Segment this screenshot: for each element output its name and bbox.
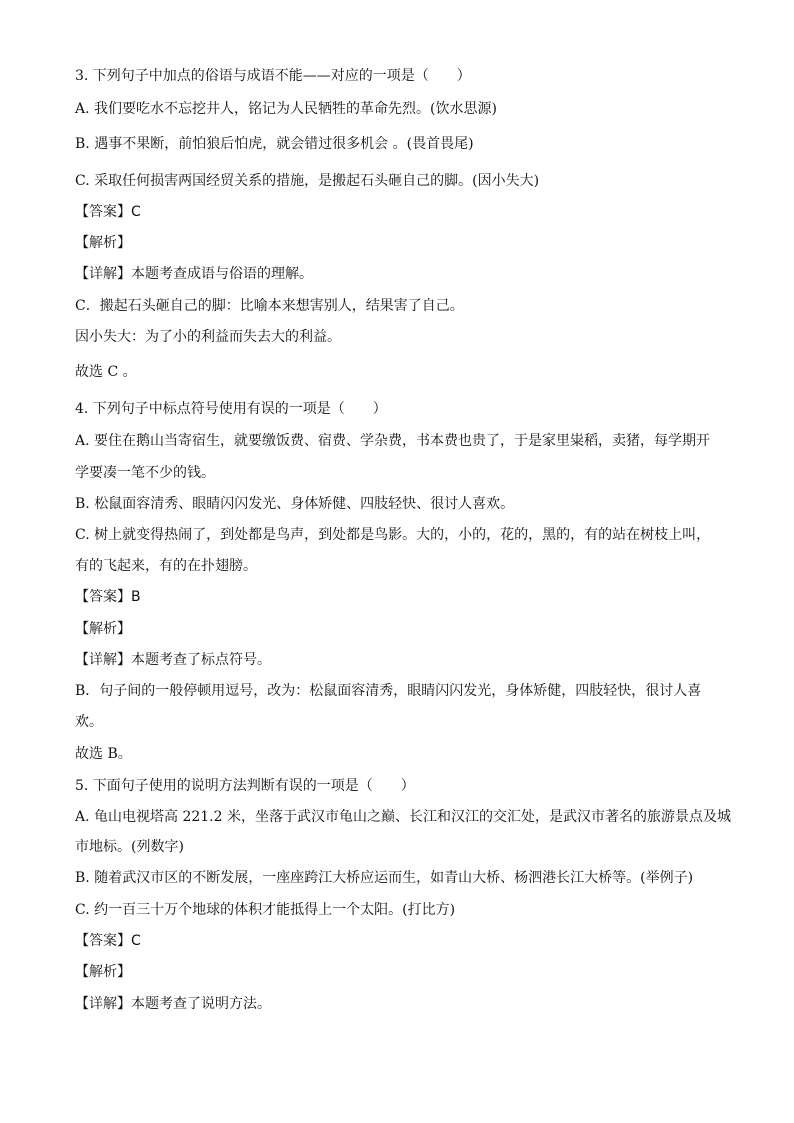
q5-option-a-line2: 市地标。(列数字): [75, 839, 184, 855]
q3-explanation-2: 因小失大：为了小的利益而失去大的利益。: [75, 329, 341, 345]
q4-explanation-1: B．句子间的一般停顿用逗号，改为：松鼠面容清秀，眼睛闪闪发光，身体矫健，四肢轻快，很讨人喜: [75, 683, 702, 699]
q5-option-a-line1: A. 龟山电视塔高 221.2 米，坐落于武汉市龟山之巅、长江和汉江的交汇处，是武汉市著名的旅游景点及城: [75, 809, 731, 825]
q4-stem: 4. 下列句子中标点符号使用有误的一项是（ ）: [75, 401, 387, 417]
q3-analysis-label: 【解析】: [75, 235, 131, 251]
q4-choice: 故选 B。: [75, 746, 132, 762]
q5-analysis-label: 【解析】: [75, 964, 131, 980]
q3-detail: 【详解】本题考查成语与俗语的理解。: [75, 266, 313, 282]
q4-option-b: B. 松鼠面容清秀、眼睛闪闪发光、身体矫健、四肢轻快、很讨人喜欢。: [75, 496, 515, 512]
q3-option-c: C. 采取任何损害两国经贸关系的措施，是搬起石头砸自己的脚。(因小失大): [75, 173, 540, 189]
q5-answer: 【答案】C: [75, 933, 141, 949]
q3-choice: 故选 C 。: [75, 364, 137, 380]
q4-option-a-line1: A. 要住在鹅山当寄宿生，就要缴饭费、宿费、学杂费，书本费也贵了，于是家里粜稻，卖猪，每学期开: [75, 433, 711, 449]
q5-detail: 【详解】本题考查了说明方法。: [75, 996, 271, 1012]
q5-option-b: B. 随着武汉市区的不断发展，一座座跨江大桥应运而生，如青山大桥、杨泗港长江大桥等。(举例子): [75, 870, 694, 886]
q4-option-a-line2: 学要凑一笔不少的钱。: [75, 465, 215, 481]
q4-explanation-2: 欢。: [75, 714, 103, 730]
q3-answer: 【答案】C: [75, 204, 141, 220]
q3-explanation-1: C．搬起石头砸自己的脚：比喻本来想害别人，结果害了自己。: [75, 298, 464, 314]
q5-option-c: C. 约一百三十万个地球的体积才能抵得上一个太阳。(打比方): [75, 902, 456, 918]
q4-detail: 【详解】本题考查了标点符号。: [75, 652, 271, 668]
q3-stem: 3. 下列句子中加点的俗语与成语不能——对应的一项是（ ）: [75, 68, 471, 84]
q3-option-b: B. 遇事不果断，前怕狼后怕虎，就会错过很多机会 。(畏首畏尾): [75, 136, 474, 152]
q4-option-c-line1: C. 树上就变得热闹了，到处都是鸟声，到处都是鸟影。大的，小的，花的，黑的，有的站在树枝上叫，: [75, 527, 711, 543]
q4-answer: 【答案】B: [75, 589, 141, 605]
q4-option-c-line2: 有的飞起来，有的在扑翅膀。: [75, 558, 257, 574]
q5-stem: 5. 下面句子使用的说明方法判断有误的一项是（ ）: [75, 778, 415, 794]
q3-option-a: A. 我们要吃水不忘挖井人，铭记为人民牺牲的革命先烈。(饮水思源): [75, 101, 497, 117]
q4-analysis-label: 【解析】: [75, 621, 131, 637]
